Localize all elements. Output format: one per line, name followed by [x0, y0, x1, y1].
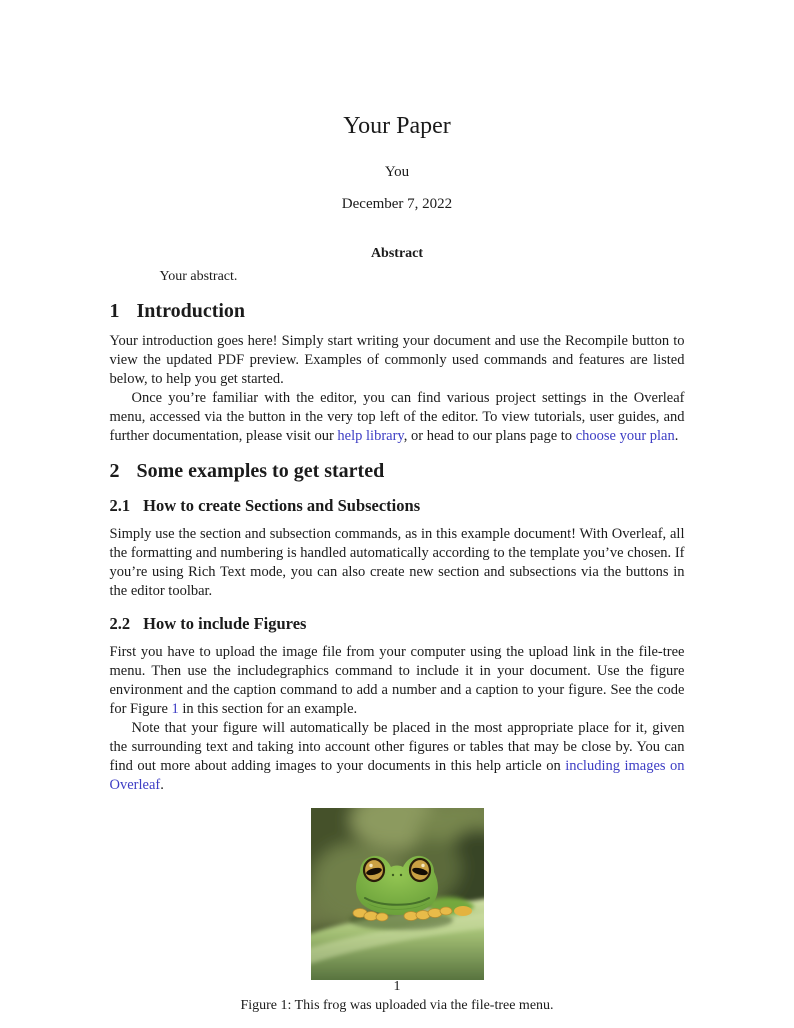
document-content	[110, 112, 685, 1014]
intro-paragraph-1: Your introduction goes here! Simply start writing your document and use the Recompile button to view the updated PDF preview. Examples of commonly used commands and features are listed below, to help you get started.	[109, 333, 685, 387]
page-number: 1	[393, 979, 401, 994]
subsection-2-2-title: How to include Figures	[143, 614, 307, 633]
figure-caption: Figure 1: This frog was uploaded via the file-tree menu.	[240, 998, 554, 1013]
abstract-heading: Abstract	[370, 246, 424, 261]
intro-p2-text-3: .	[674, 428, 679, 444]
figure-1-reference-link[interactable]: 1	[171, 701, 179, 717]
figures-paragraph-1	[110, 643, 685, 719]
section-1-title: Introduction	[136, 300, 246, 322]
subsection-2-2-heading	[110, 614, 685, 634]
section-2-number: 2	[109, 460, 120, 482]
paper-title: Your Paper	[343, 113, 451, 139]
subsection-2-1-number: 2.1	[109, 496, 131, 515]
subsection-2-1-title: How to create Sections and Subsections	[143, 496, 421, 515]
figure-1	[110, 808, 685, 980]
intro-p2-text-1: Once you’re familiar with the editor, you can find various project settings in the Overleaf menu, accessed via the button in the very top left of the editor. To view tutorials, user guides, and further documentation, please visit our	[109, 390, 685, 444]
abstract-text: Your abstract.	[159, 269, 238, 284]
section-1-number: 1	[109, 300, 120, 322]
figures-p2-text-1: Note that your figure will automatically be placed in the most appropriate place for it, given the surrounding text and taking into account other figures or tables that may be close by. You can find out more about adding images to your documents in this help article on	[109, 720, 685, 774]
including-images-link[interactable]: including images on Overleaf	[109, 758, 685, 793]
paper-author: You	[384, 164, 410, 180]
intro-p2-text-2: , or head to our plans page to	[403, 428, 576, 444]
subsection-2-1-heading	[110, 496, 685, 516]
figures-p2-text-2: .	[160, 777, 164, 793]
frog-image	[311, 808, 484, 980]
figures-paragraph-2	[110, 719, 685, 795]
section-2-title: Some examples to get started	[136, 460, 385, 482]
figures-p1-text-1: First you have to upload the image file from your computer using the upload link in the file-tree menu. Then use the includegraphics command to include it in your document. Use the figure environment and the caption command to add a number and a caption to your figure. See the code for Figure	[109, 644, 685, 717]
section-1-heading	[110, 299, 685, 323]
intro-paragraph-2	[110, 389, 685, 446]
subsection-2-2-number: 2.2	[109, 614, 131, 633]
subsection-2-1-paragraph: Simply use the section and subsection commands, as in this example document! With Overleaf, all the formatting and numbering is handled automatically according to the template you’ve chosen. If you’re using Rich Text mode, you can also create new section and subsections via the buttons in the editor toolbar.	[109, 526, 685, 599]
help-library-link[interactable]: help library	[337, 428, 404, 444]
choose-your-plan-link[interactable]: choose your plan	[575, 428, 675, 444]
figures-p1-text-2: in this section for an example.	[178, 701, 358, 717]
paper-date: December 7, 2022	[341, 196, 453, 212]
section-2-heading	[110, 459, 685, 483]
